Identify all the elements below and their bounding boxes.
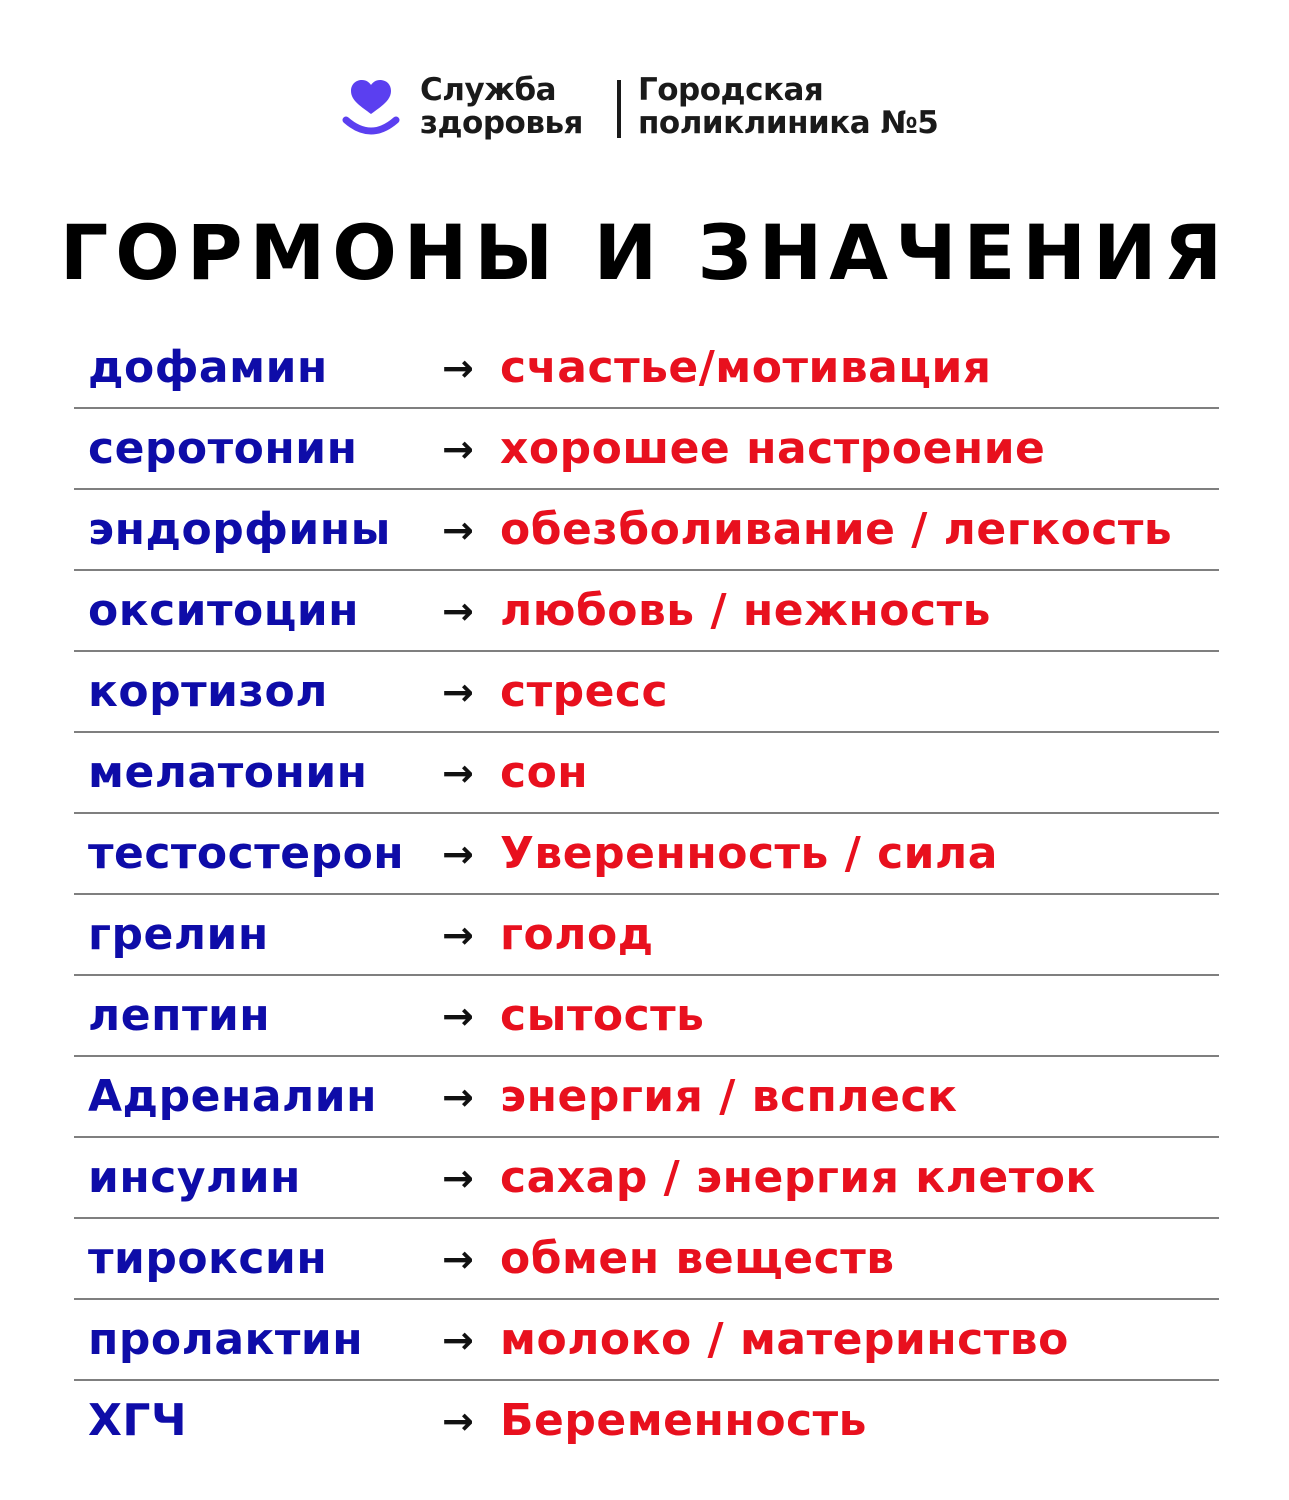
- list-item: [74, 1300, 1219, 1381]
- hormone-meaning: хорошее настроение: [500, 423, 1046, 474]
- hormone-meaning: стресс: [500, 666, 669, 717]
- clinic-name: [638, 74, 938, 140]
- list-item: [74, 1057, 1219, 1138]
- list-item: [74, 814, 1219, 895]
- list-item: [74, 328, 1219, 409]
- arrow-icon: →: [442, 1156, 474, 1200]
- hormone-name: тироксин: [88, 1233, 328, 1284]
- list-item: [74, 733, 1219, 814]
- hormone-name: эндорфины: [88, 504, 391, 555]
- arrow-icon: →: [442, 427, 474, 471]
- brand-line-1: Служба: [420, 72, 557, 108]
- hormone-meaning: молоко / материнство: [500, 1314, 1069, 1365]
- list-item: [74, 895, 1219, 976]
- hormone-name: грелин: [88, 909, 269, 960]
- list-item: [74, 571, 1219, 652]
- page-title: ГОРМОНЫ И ЗНАЧЕНИЯ: [59, 208, 1230, 297]
- clinic-line-1: Городская: [638, 72, 824, 108]
- arrow-icon: →: [442, 508, 474, 552]
- list-item: [74, 490, 1219, 571]
- hormone-meaning: любовь / нежность: [500, 585, 991, 636]
- arrow-icon: →: [442, 751, 474, 795]
- arrow-icon: →: [442, 913, 474, 957]
- hormone-meaning: сытость: [500, 990, 705, 1041]
- hormone-name: лептин: [88, 990, 271, 1041]
- list-item: [74, 1138, 1219, 1219]
- arrow-icon: →: [442, 670, 474, 714]
- hormone-meaning: сон: [500, 747, 589, 798]
- arrow-icon: →: [442, 346, 474, 390]
- list-item: [74, 976, 1219, 1057]
- hormone-meaning: сахар / энергия клеток: [500, 1152, 1096, 1203]
- arrow-icon: →: [442, 589, 474, 633]
- hormone-name: серотонин: [88, 423, 358, 474]
- header-divider: [617, 80, 621, 138]
- hormone-meaning: энергия / всплеск: [500, 1071, 958, 1122]
- hormone-name: пролактин: [88, 1314, 364, 1365]
- hormone-name: ХГЧ: [88, 1395, 188, 1446]
- hormone-meaning: счастье/мотивация: [500, 342, 992, 393]
- hormone-name: кортизол: [88, 666, 328, 717]
- clinic-line-2: поликлиника №5: [638, 105, 939, 141]
- hormone-name: окситоцин: [88, 585, 360, 636]
- arrow-icon: →: [442, 832, 474, 876]
- header: [0, 72, 1289, 142]
- list-item: [74, 652, 1219, 733]
- list-item: [74, 1381, 1219, 1462]
- hormone-meaning: Беременность: [500, 1395, 867, 1446]
- arrow-icon: →: [442, 1399, 474, 1443]
- hormone-list: [74, 328, 1219, 1462]
- list-item: [74, 1219, 1219, 1300]
- brand-name: [420, 74, 583, 140]
- hormone-meaning: голод: [500, 909, 654, 960]
- arrow-icon: →: [442, 994, 474, 1038]
- list-item: [74, 409, 1219, 490]
- hormone-name: дофамин: [88, 342, 328, 393]
- hormone-meaning: обезболивание / легкость: [500, 504, 1173, 555]
- heart-smile-icon: [340, 76, 402, 138]
- hormone-name: тестостерон: [88, 828, 405, 879]
- hormone-meaning: Уверенность / сила: [500, 828, 998, 879]
- brand-line-2: здоровья: [420, 105, 583, 141]
- arrow-icon: →: [442, 1237, 474, 1281]
- hormone-meaning: обмен веществ: [500, 1233, 895, 1284]
- hormone-name: Адреналин: [88, 1071, 377, 1122]
- arrow-icon: →: [442, 1075, 474, 1119]
- hormone-name: мелатонин: [88, 747, 368, 798]
- hormone-name: инсулин: [88, 1152, 301, 1203]
- arrow-icon: →: [442, 1318, 474, 1362]
